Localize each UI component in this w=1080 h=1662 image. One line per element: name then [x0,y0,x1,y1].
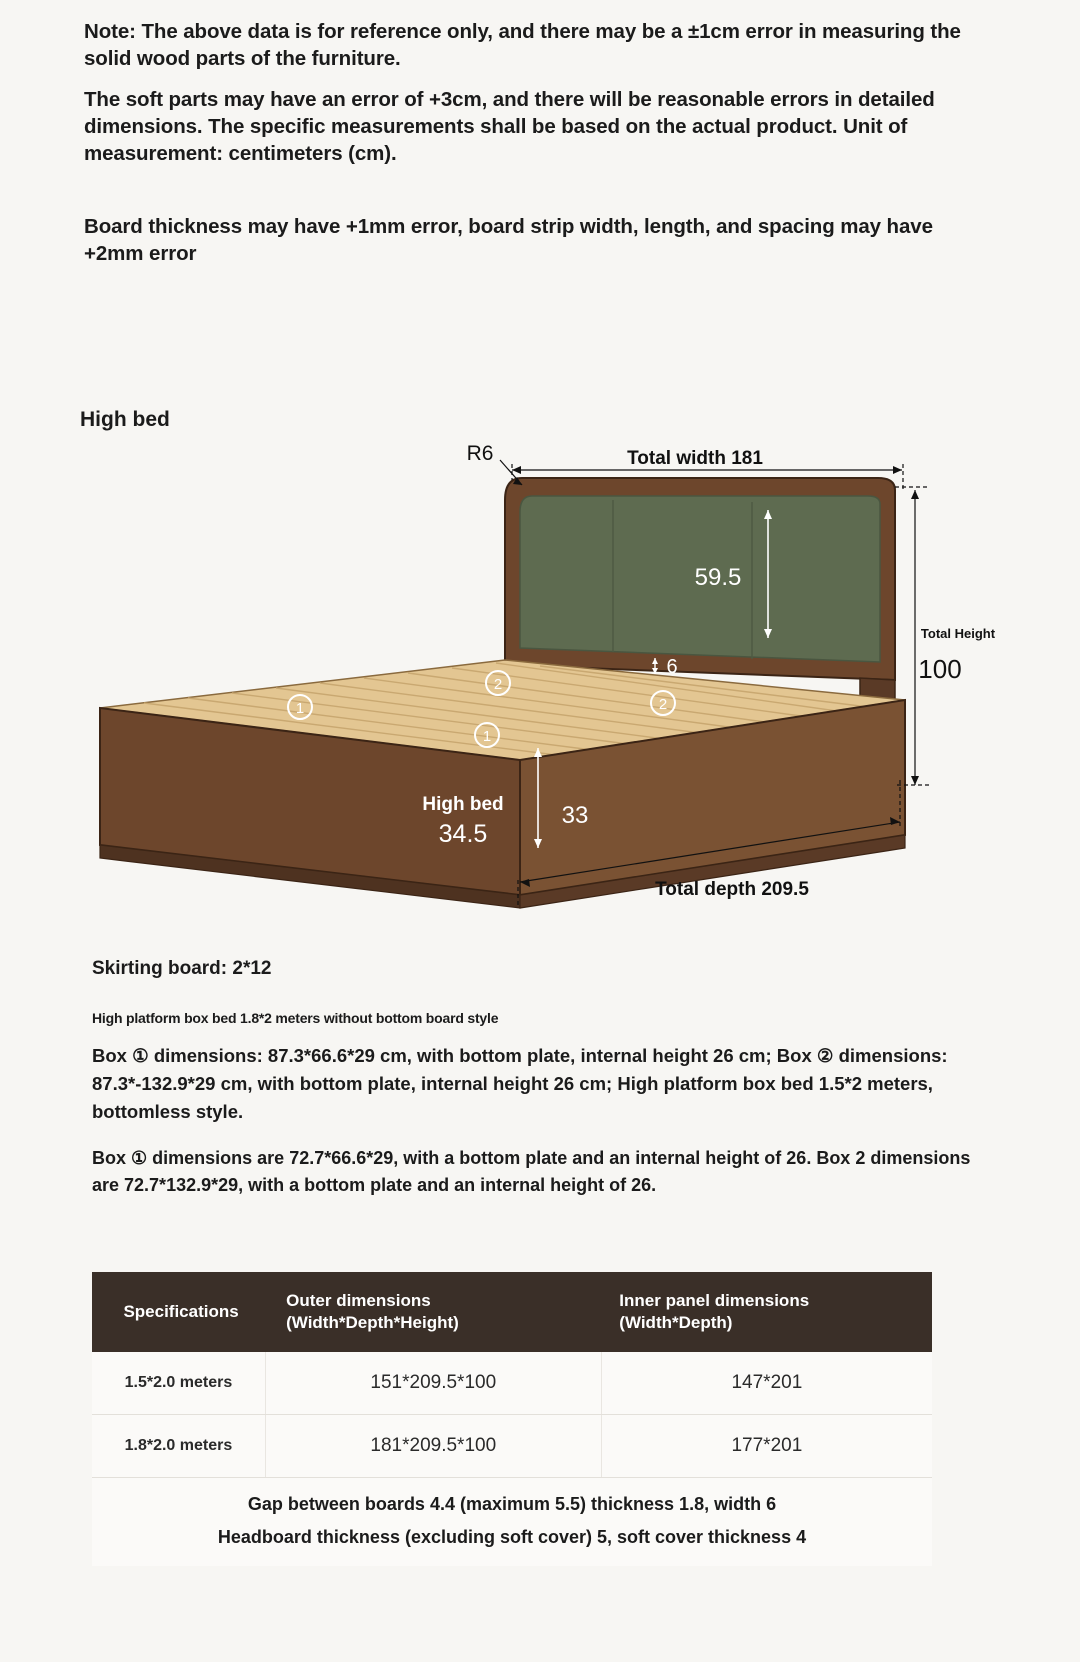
cell-inner: 147*201 [601,1352,932,1414]
bed-diagram [0,430,1080,930]
skirting-text: Skirting board: 2*12 [92,958,272,979]
cell-outer: 151*209.5*100 [265,1352,601,1414]
label-headboard-height: 59.5 [694,564,742,591]
header-inner-dimensions: Inner panel dimensions (Width*Depth) [619,1291,810,1332]
label-headboard-thickness: 6 [666,656,678,678]
header-specifications: Specifications [123,1301,239,1321]
cell-outer: 181*209.5*100 [265,1415,601,1477]
cell-inner: 177*201 [601,1415,932,1477]
label-total-depth: Total depth 209.5 [655,879,809,900]
label-total-width: Total width 181 [627,448,763,469]
note-2: The soft parts may have an error of +3cm, and there will be reasonable errors in detailed dimensions. The specific measurements shall be based on the actual product. Unit of measurement: centimeters (cm). [84,88,935,166]
table-footer-2: Headboard thickness (excluding soft cover) 5, soft cover thickness 4 [92,1521,932,1566]
spec-table [92,1272,932,1566]
notes-block [84,18,984,281]
label-radius: R6 [466,442,494,465]
table-row [92,1352,932,1415]
value-high-bed: 34.5 [438,820,488,848]
table-body [92,1352,932,1478]
box-dimensions-2: Box ① dimensions are 72.7*66.6*29, with a bottom plate and an internal height of 26. Box 2 dimensions are 72.7*132.9*29, with a bottom plate and an internal height of 26. [92,1148,971,1196]
svg-text:2: 2 [493,676,503,693]
value-total-height: 100 [918,654,962,684]
svg-text:1: 1 [482,728,492,745]
svg-text:2: 2 [658,696,668,713]
platform-note: High platform box bed 1.8*2 meters without bottom board style [92,1010,499,1026]
label-total-height: Total Height [920,626,996,641]
note-3: Board thickness may have +1mm error, board strip width, length, and spacing may have +2mm error [84,215,933,266]
svg-text:1: 1 [295,700,305,717]
table-footer-1: Gap between boards 4.4 (maximum 5.5) thickness 1.8, width 6 [92,1478,932,1521]
table-row [92,1415,932,1478]
header-outer-dimensions: Outer dimensions (Width*Depth*Height) [286,1291,459,1332]
cell-spec: 1.5*2.0 meters [124,1373,233,1391]
box-dimensions-1: Box ① dimensions: 87.3*66.6*29 cm, with bottom plate, internal height 26 cm; Box ② dimensions: 87.3*-132.9*29 cm, with bottom plate, internal height 26 cm; High platform box bed 1.5*2 meters, bottomless style. [92,1045,948,1122]
label-side-height: 33 [561,802,589,829]
page-title: High bed [80,408,170,431]
table-header-row [92,1272,932,1352]
label-high-bed: High bed [422,794,504,815]
cell-spec: 1.8*2.0 meters [124,1436,233,1454]
note-1: Note: The above data is for reference only, and there may be a ±1cm error in measuring the solid wood parts of the furniture. [84,20,961,71]
